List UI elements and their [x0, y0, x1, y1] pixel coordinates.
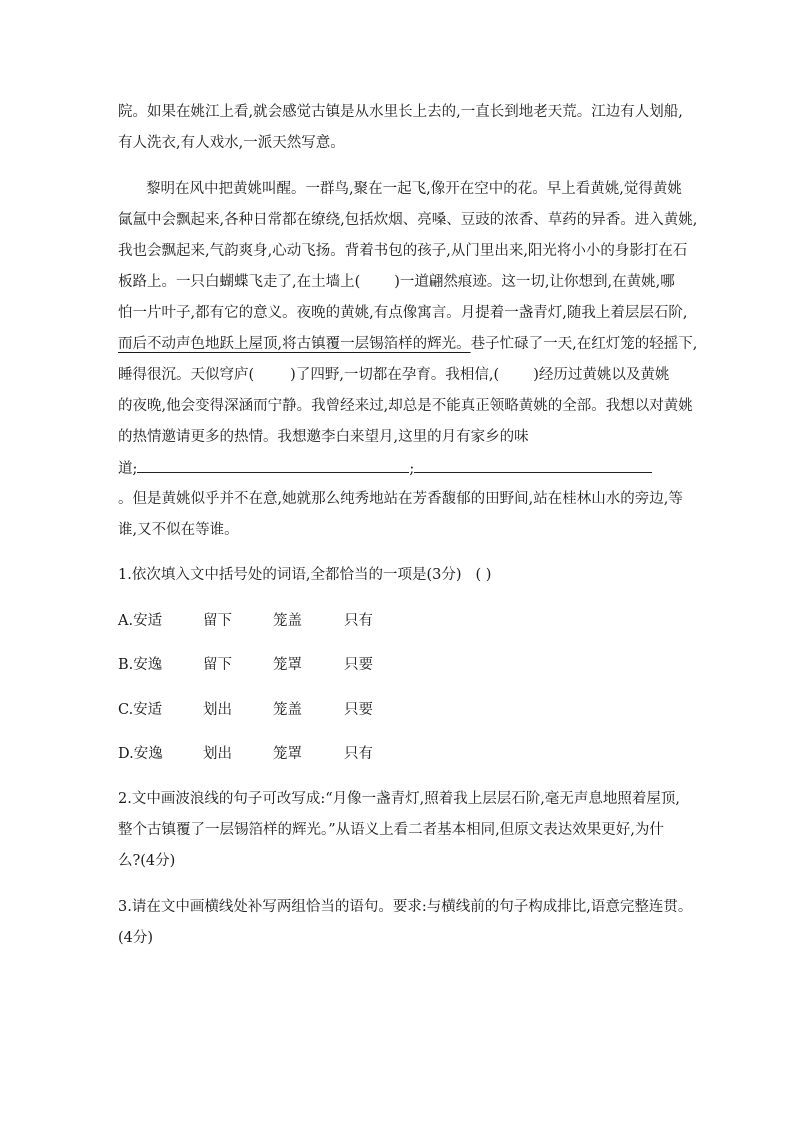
wavy-underlined-sentence: 而后不动声色地跃上屋顶,将古镇覆一层锡箔样的辉光。 — [118, 336, 471, 352]
question-2-line: 么?(4分) — [118, 853, 176, 869]
passage-line: 怕一片叶子,都有它的意义。夜晚的黄姚,有点像寓言。月提着一盏青灯,随我上着层层石阶, — [118, 305, 688, 321]
passage-text: )一道翩然痕迹。这一切,让你想到,在黄姚,哪 — [394, 274, 675, 290]
passage-line — [118, 458, 678, 479]
passage-text: 巷子忙碌了一天,在红灯笼的轻摇下, — [470, 336, 698, 352]
option-word: 划出 — [203, 702, 232, 718]
passage-line: 。但是黄姚似乎并不在意,她就那么纯秀地站在芳香馥郁的田野间,站在桂林山水的旁边,等 — [118, 491, 683, 507]
option-word: 只有 — [344, 746, 373, 762]
option-word: 只要 — [344, 702, 373, 718]
option-label: B.安逸 — [118, 657, 163, 673]
passage-text: 睡得很沉。天似穹庐( — [118, 367, 255, 383]
question-3-line: (4分) — [118, 930, 154, 946]
option-word: 笼罩 — [273, 657, 302, 673]
passage-line — [118, 334, 698, 354]
passage-line — [118, 272, 678, 292]
option-word: 划出 — [203, 746, 232, 762]
option-word: 笼盖 — [273, 702, 302, 718]
passage-line — [118, 365, 678, 385]
option-word: 留下 — [203, 657, 232, 673]
option-label: D.安逸 — [118, 746, 163, 762]
passage-line: 的热情邀请更多的热情。我想邀李白来望月,这里的月有家乡的味 — [118, 429, 529, 445]
answer-underline-1 — [137, 458, 409, 473]
option-label: C.安适 — [118, 702, 163, 718]
option-word: 笼盖 — [273, 613, 302, 629]
question-text: 1.依次填入文中括号处的词语,全都恰当的一项是(3分) — [118, 567, 462, 583]
answer-parentheses: ( ) — [475, 567, 492, 583]
passage-line: 院。如果在姚江上看,就会感觉古镇是从水里长上去的,一直长到地老天荒。江边有人划船, — [118, 104, 683, 120]
option-word: 笼罩 — [273, 746, 302, 762]
question-3-line: 3.请在文中画横线处补写两组恰当的语句。要求:与横线前的句子构成排比,语意完整连贯。 — [118, 899, 693, 915]
passage-line: 谁,又不似在等谁。 — [118, 522, 239, 538]
passage-text: 板路上。一只白蝴蝶飞走了,在土墙上( — [118, 274, 361, 290]
option-word: 只有 — [344, 613, 373, 629]
answer-underline-2 — [414, 458, 652, 473]
question-2-line: 2.文中画波浪线的句子可改写成:“月像一盏青灯,照着我上层层石阶,毫无声息地照着屋顶, — [118, 791, 680, 807]
question-2-line: 整个古镇覆了一层锡箔样的辉光。”从语义上看二者基本相同,但原文表达效果更好,为什 — [118, 822, 664, 838]
passage-line: 黎明在风中把黄姚叫醒。一群鸟,聚在一起飞,像开在空中的花。早上看黄姚,觉得黄姚 — [146, 181, 682, 197]
question-1-stem — [118, 565, 678, 585]
passage-line: 的夜晚,他会变得深涵而宁静。我曾经来过,却总是不能真正领略黄姚的全部。我想以对黄姚 — [118, 398, 693, 414]
option-word: 留下 — [203, 613, 232, 629]
passage-line: 有人洗衣,有人戏水,一派天然写意。 — [118, 135, 345, 151]
passage-line: 我也会飘起来,气韵爽身,心动飞扬。背着书包的孩子,从门里出来,阳光将小小的身影打在石 — [118, 243, 688, 259]
option-label: A.安适 — [118, 613, 163, 629]
passage-text: )经历过黄姚以及黄姚 — [533, 367, 670, 383]
passage-line: 氤氲中会飘起来,各种日常都在缭绕,包括炊烟、亮嗓、豆豉的浓香、草药的异香。进入黄姚, — [118, 212, 698, 228]
passage-text: )了四野,一切都在孕育。我相信,( — [290, 367, 500, 383]
passage-text: ; — [409, 461, 415, 477]
option-word: 只要 — [344, 657, 373, 673]
passage-text: 道; — [118, 461, 138, 477]
